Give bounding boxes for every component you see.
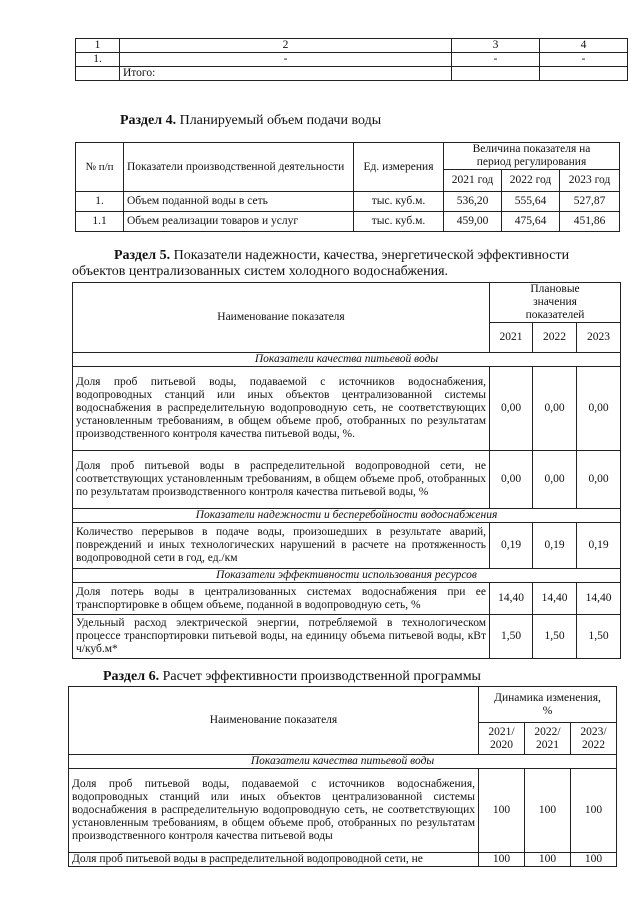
s5-row3-val-2: 0,19 xyxy=(533,523,577,569)
section4-table xyxy=(75,142,620,232)
s5-row4-name: Доля потерь воды в централизованных системах водоснабжения при ее транспортировке в общем объеме, поданной в водопроводную сеть, % xyxy=(73,583,490,615)
table-row xyxy=(73,583,621,615)
s5-row2-name: Доля проб питьевой воды в распределительной водопроводной сети, не соответствующих установленным требованиям, в общем объеме проб, отобранных по результатам производственного контроля качества питьевой воды, % xyxy=(73,451,490,509)
s6-col-dynamic: Динамика изменения, % xyxy=(479,687,617,723)
s5-row2-val-3: 0,00 xyxy=(577,451,621,509)
s5-row2-val-2: 0,00 xyxy=(533,451,577,509)
table-row xyxy=(73,615,621,659)
s6-period-3: 2023/ 2022 xyxy=(571,723,617,755)
top-total-empty-2 xyxy=(452,67,540,81)
s5-row2-val-1: 0,00 xyxy=(490,451,533,509)
s5-year-1: 2021 xyxy=(490,323,533,353)
s4-row2-val-1: 459,00 xyxy=(444,212,502,232)
s5-year-3: 2023 xyxy=(577,323,621,353)
top-row-val-1: - xyxy=(120,53,452,67)
top-row-val-3: - xyxy=(540,53,628,67)
s5-row1-val-2: 0,00 xyxy=(533,367,577,451)
s5-col-name: Наименование показателя xyxy=(73,283,490,353)
s6-row2-name: Доля проб питьевой воды в распределительной водопроводной сети, не xyxy=(69,853,479,867)
section4-title-rest: Планируемый объем подачи воды xyxy=(176,113,382,128)
top-header-1: 1 xyxy=(76,39,120,53)
s6-row2-val-1: 100 xyxy=(479,853,525,867)
section5-table xyxy=(72,282,621,659)
s4-row2-val-2: 475,64 xyxy=(502,212,560,232)
section6-table xyxy=(68,686,617,867)
s5-group-reliability: Показатели надежности и бесперебойности водоснабжения xyxy=(73,509,621,523)
top-table xyxy=(75,38,628,81)
s4-row1-num: 1. xyxy=(76,192,124,212)
s5-row1-name: Доля проб питьевой воды, подаваемой с источников водоснабжения, водопроводных станций или иных объектов централизованной системы водоснабжения в распределительную водопроводную сеть, не соответствующих установленным требованиям, в общем объеме проб, отобранных по результатам производственного контроля качества питьевой воды, %. xyxy=(73,367,490,451)
top-total-label: Итого: xyxy=(120,67,452,81)
section5-title-bold: Раздел 5. xyxy=(114,248,171,263)
table-row xyxy=(73,367,621,451)
s5-col-plan: Плановые значения показателей xyxy=(490,283,621,323)
top-row-val-2: - xyxy=(452,53,540,67)
s4-row2-val-3: 451,86 xyxy=(560,212,620,232)
s5-row4-val-2: 14,40 xyxy=(533,583,577,615)
s4-row2-unit: тыс. куб.м. xyxy=(354,212,444,232)
s4-col-unit: Ед. измерения xyxy=(354,143,444,192)
top-total-empty xyxy=(76,67,120,81)
top-total-empty-3 xyxy=(540,67,628,81)
table-row xyxy=(73,523,621,569)
s6-row1-val-1: 100 xyxy=(479,769,525,853)
table-row xyxy=(73,451,621,509)
s6-period-1: 2021/ 2020 xyxy=(479,723,525,755)
s5-row5-val-2: 1,50 xyxy=(533,615,577,659)
s6-group-quality: Показатели качества питьевой воды xyxy=(69,755,617,769)
s5-row5-val-3: 1,50 xyxy=(577,615,621,659)
s4-col-period: Величина показателя на период регулирования xyxy=(444,143,620,170)
s5-group-efficiency: Показатели эффективности использования ресурсов xyxy=(73,569,621,583)
s5-row1-val-3: 0,00 xyxy=(577,367,621,451)
s6-col-name: Наименование показателя xyxy=(69,687,479,755)
s5-row3-val-3: 0,19 xyxy=(577,523,621,569)
top-header-4: 4 xyxy=(540,39,628,53)
s6-row2-val-3: 100 xyxy=(571,853,617,867)
s4-year-2: 2022 год xyxy=(502,170,560,192)
s6-row1-val-2: 100 xyxy=(525,769,571,853)
s5-row5-val-1: 1,50 xyxy=(490,615,533,659)
s6-row1-val-3: 100 xyxy=(571,769,617,853)
s5-row3-name: Количество перерывов в подаче воды, произошедших в результате аварий, повреждений и иных технологических нарушений в расчете на протяженность водопроводной сети в год, ед./км xyxy=(73,523,490,569)
table-row xyxy=(76,192,620,212)
table-row xyxy=(76,212,620,232)
s5-year-2: 2022 xyxy=(533,323,577,353)
s4-row1-val-1: 536,20 xyxy=(444,192,502,212)
s5-row1-val-1: 0,00 xyxy=(490,367,533,451)
top-row-num: 1. xyxy=(76,53,120,67)
s5-row4-val-1: 14,40 xyxy=(490,583,533,615)
s5-row5-name: Удельный расход электрической энергии, потребляемой в технологическом процессе транспортировки питьевой воды, на единицу объема питьевой воды, кВт ч/куб.м* xyxy=(73,615,490,659)
s4-col-num: № п/п xyxy=(76,143,124,192)
s6-row1-name: Доля проб питьевой воды, подаваемой с источников водоснабжения, водопроводных станций или иных объектов централизованной системы водоснабжения в распределительную водопроводную сеть, не соответствующих установленным требованиям, в общем объеме проб, отобранных по результатам производственного контроля качества питьевой воды xyxy=(69,769,479,853)
section5-title-rest: Показатели надежности, качества, энергетической эффективности объектов централизованных систем холодного водоснабжения. xyxy=(72,248,570,279)
s4-year-3: 2023 год xyxy=(560,170,620,192)
s4-row1-name: Объем поданной воды в сеть xyxy=(124,192,354,212)
s4-year-1: 2021 год xyxy=(444,170,502,192)
s4-col-name: Показатели производственной деятельности xyxy=(124,143,354,192)
section6-title xyxy=(103,669,481,685)
section6-title-rest: Расчет эффективности производственной программы xyxy=(159,669,481,684)
s4-row1-val-2: 555,64 xyxy=(502,192,560,212)
table-row xyxy=(69,853,617,867)
s6-row2-val-2: 100 xyxy=(525,853,571,867)
top-header-2: 2 xyxy=(120,39,452,53)
section4-title-bold: Раздел 4. xyxy=(120,113,177,128)
section6-title-bold: Раздел 6. xyxy=(103,669,160,684)
s6-period-2: 2022/ 2021 xyxy=(525,723,571,755)
s5-row4-val-3: 14,40 xyxy=(577,583,621,615)
section4-title xyxy=(120,113,381,129)
s4-row2-name: Объем реализации товаров и услуг xyxy=(124,212,354,232)
s5-group-quality: Показатели качества питьевой воды xyxy=(73,353,621,367)
section5-title xyxy=(72,248,620,280)
table-row xyxy=(69,769,617,853)
s4-row1-unit: тыс. куб.м. xyxy=(354,192,444,212)
s4-row1-val-3: 527,87 xyxy=(560,192,620,212)
top-header-3: 3 xyxy=(452,39,540,53)
s4-row2-num: 1.1 xyxy=(76,212,124,232)
s5-row3-val-1: 0,19 xyxy=(490,523,533,569)
